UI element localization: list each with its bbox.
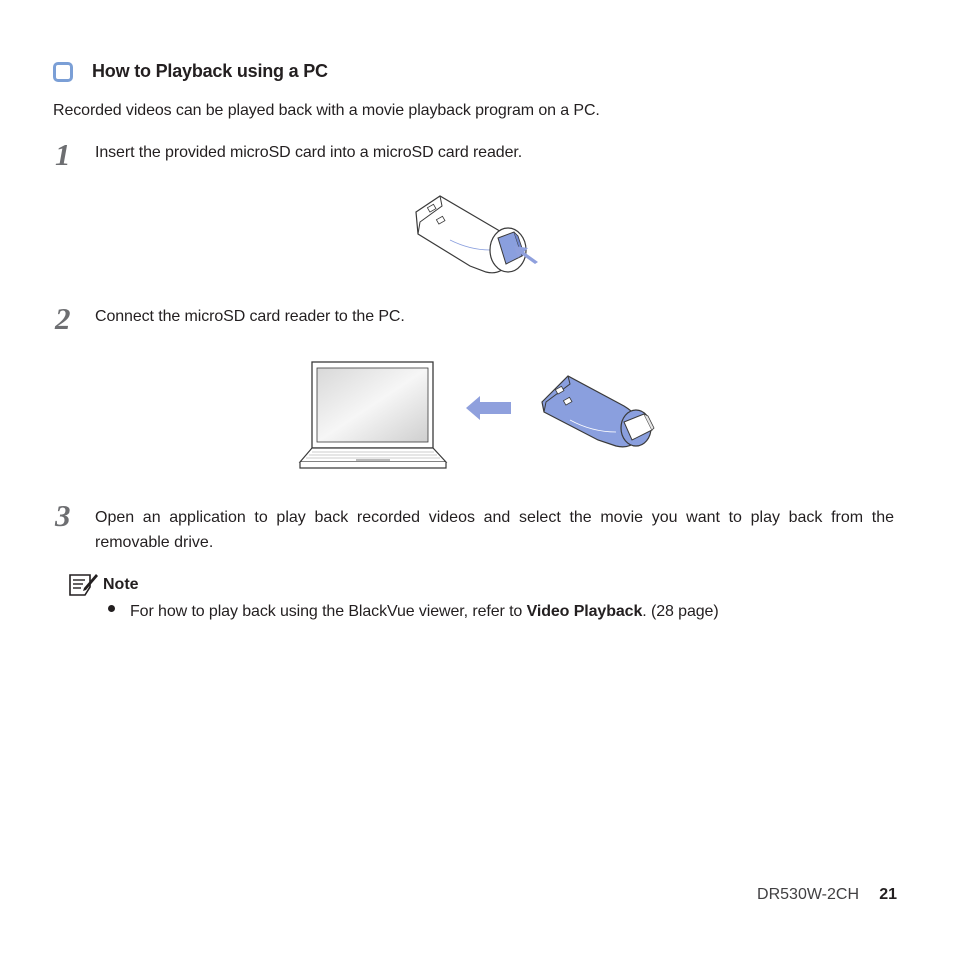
checkbox-square-icon <box>53 62 73 82</box>
left-arrow-icon <box>466 394 512 422</box>
card-insert-illustration <box>410 190 550 280</box>
note-text-prefix: For how to play back using the BlackVue viewer, refer to <box>130 603 527 620</box>
footer-model: DR530W-2CH <box>757 886 859 903</box>
note-text <box>130 603 719 621</box>
intro-text: Recorded videos can be played back with a movie playback program on a PC. <box>53 102 600 119</box>
step-text-2: Connect the microSD card reader to the PC. <box>95 308 405 325</box>
step-text-3: Open an application to play back recorded videos and select the movie you want to play back from the removable drive. <box>95 509 894 551</box>
step-number-3: 3 <box>55 498 71 533</box>
step-text-1: Insert the provided microSD card into a microSD card reader. <box>95 144 523 161</box>
page-number: 21 <box>879 886 897 903</box>
note-pencil-icon <box>68 573 98 597</box>
note-link-video-playback[interactable]: Video Playback <box>526 603 643 620</box>
step-number-2: 2 <box>55 301 71 336</box>
laptop-illustration <box>298 358 448 474</box>
step-number-1: 1 <box>55 137 71 172</box>
card-reader-illustration <box>540 374 660 452</box>
note-text-suffix: . (28 page) <box>642 603 719 620</box>
note-label: Note <box>103 576 139 593</box>
bullet-icon <box>108 605 115 612</box>
section-title: How to Playback using a PC <box>92 61 328 81</box>
